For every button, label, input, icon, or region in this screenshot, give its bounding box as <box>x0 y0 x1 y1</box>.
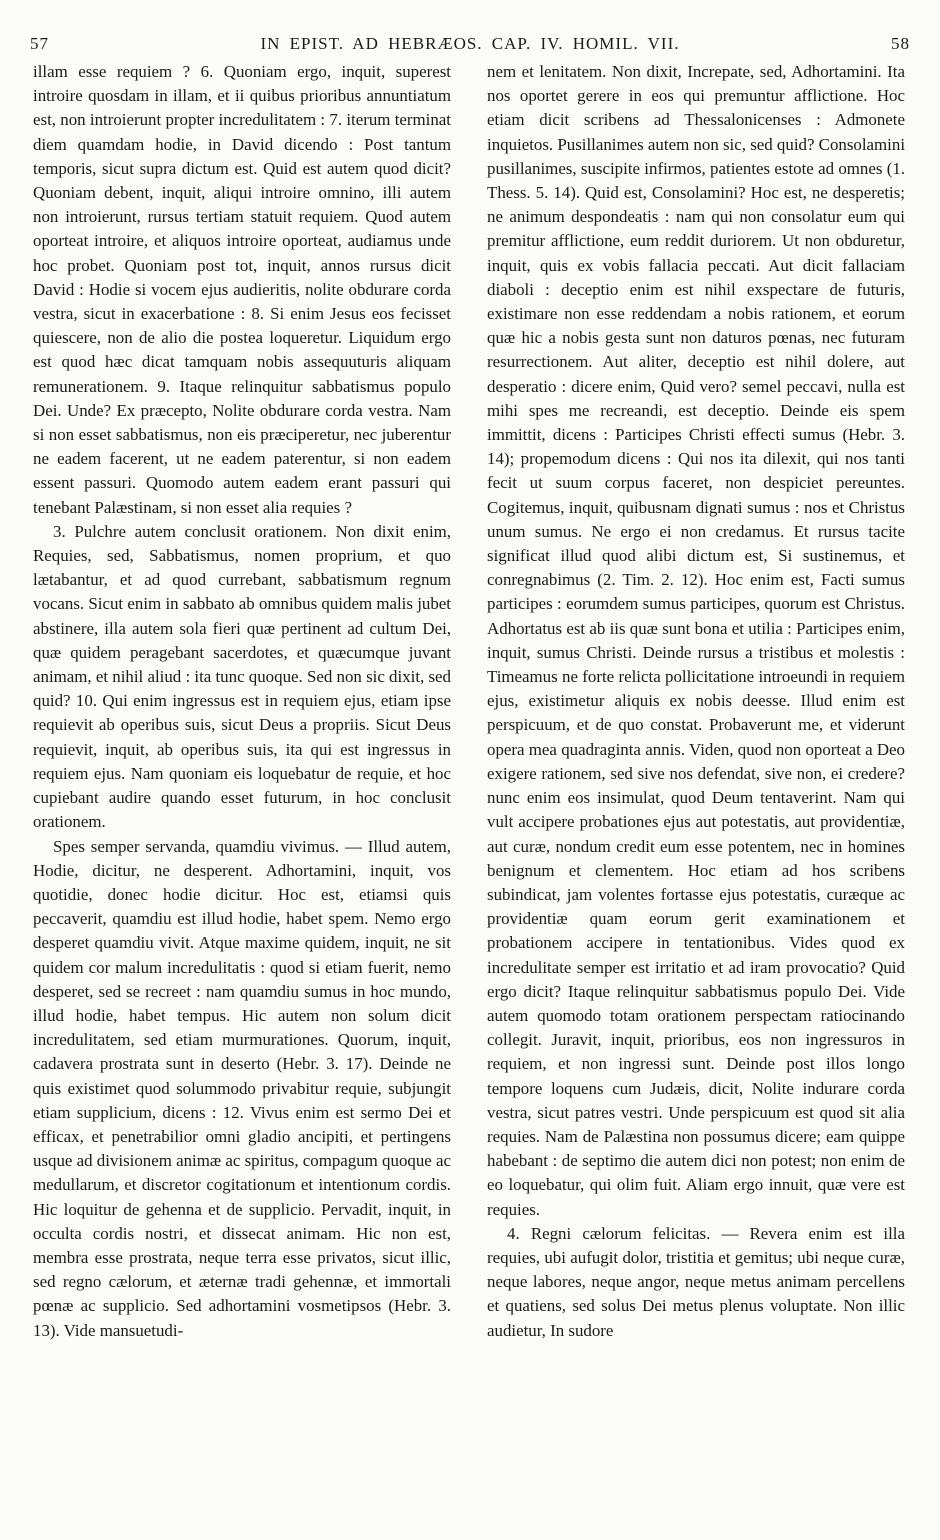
paragraph: 3. Pulchre autem conclusit orationem. Non dixit enim, Requies, sed, Sabbatismus, nomen proprium, et quo lætabantur, et ad quod currebant, sabbatismum regnum vocans. Sicut enim in sabbato ab omnibus quidem malis jubet abstinere, illa autem sola fieri quæ pertinent ad cultum Dei, quæ quidem peragebant sacerdotes, et quæcumque juvant animam, et nihil aliud : ita tunc quoque. Sed non sic dixit, sed quid? 10. Qui enim ingressus est in requiem ejus, etiam ipse requievit ab operibus suis, sicut Deus a propriis. Sicut Deus requievit, inquit, ab operibus suis, ita qui est ingressus in requiem ejus. Nam quoniam eis loquebatur de requie, et hoc cupiebant audire quando esset futurum, in hoc conclusit orationem. <box>33 521 451 832</box>
left-column <box>33 60 451 1525</box>
page-number-left: 57 <box>30 34 49 53</box>
page-number-right: 58 <box>891 34 910 53</box>
paragraph: illam esse requiem ? 6. Quoniam ergo, inquit, superest introire quosdam in illam, et ii quibus prioribus annuntiatum est, non introierunt propter incredulitatem : 7. iterum terminat diem quamdam hodie, in David dicendo : Post tantum temporis, sicut supra dictum est. Quid est autem quod dicit? Quoniam debent, inquit, aliqui introire omnino, illi autem non introierunt, rursus tertiam statuit requiem. Quod autem oporteat introire, et aliquos introire oporteat, audiamus unde hoc probet. Quoniam post tot, inquit, annos rursus dicit David : Hodie si vocem ejus audieritis, nolite obdurare corda vestra, sicut in exacerbatione : 8. Si enim Jesus eos fecisset quiescere, non de alio die postea loqueretur. Liquidum ergo est quod hæc dicat tamquam nobis assequuturis aliquam remunerationem. 9. Itaque relinquitur sabbatismus populo Dei. Unde? Ex præcepto, Nolite obdurare corda vestra. Nam si non esset sabbatismus, non eis præciperetur, nec juberentur ne eadem facerent, ut ne eadem paterentur, si non eadem essent passuri. Quomodo autem eadem erant passuri qui tenebant Palæstinam, si non esset alia requies ? <box>33 62 451 517</box>
right-column <box>487 60 905 1525</box>
paragraph: 4. Regni cælorum felicitas. — Revera enim est illa requies, ubi aufugit dolor, tristitia et gemitus; ubi neque curæ, neque labores, neque angor, neque metus animam percellens et quatiens, sed solus Dei metus plenus voluptate. Non illic audietur, In sudore <box>487 1223 905 1340</box>
running-title: IN EPIST. AD HEBRÆOS. CAP. IV. HOMIL. VII. <box>260 34 680 53</box>
running-header <box>30 30 910 58</box>
paragraph: nem et lenitatem. Non dixit, Increpate, sed, Adhortamini. Ita nos oportet gerere in eos qui premuntur afflictione. Hoc etiam dicit scribens ad Thessalonicenses : Admonete inquietos. Pusillanimes autem non sic, sed quid? Consolamini pusillanimes, suscipite infirmos, patientes estote ad omnes (1. Thess. 5. 14). Quid est, Consolamini? Hoc est, ne desperetis; ne animum despondeatis : nam qui non consolatur eum qui premitur afflictione, eum reddit duriorem. Ut non obduretur, inquit, quis ex vobis fallacia peccati. Aut dicit fallaciam diaboli : deceptio enim est nihil exspectare de futuris, existimare non esse reddendam a nobis rationem, et eorum quæ hic a nobis gesta sunt non daturos pœnas, nec futuram resurrectionem. Aut aliter, deceptio est nihil dolere, aut desperatio : dicere enim, Quid vero? semel peccavi, nulla est mihi spes me recreandi, est deceptio. Deinde eis spem immittit, dicens : Participes Christi effecti sumus (Hebr. 3. 14); propemodum dicens : Qui nos ita dilexit, qui nos tanti fecit ut suum corpus faceret, non despiciet pereuntes. Cogitemus, inquit, quibusnam dignati sumus : nos et Christus unum sumus. Ne ergo ei non credamus. Et rursus tacite significat illud quod alibi dictum est, Si sustinemus, et conregnabimus (2. Tim. 2. 12). Hoc enim est, Facti sumus participes : eorumdem sumus participes, quorum est Christus. Adhortatus est ab iis quæ sunt bona et utilia : Participes enim, inquit, sumus Christi. Deinde rursus a tristibus et molestis : Timeamus ne forte relicta pollicitatione introeundi in requiem ejus, existimetur aliquis ex nobis deesse. Illud enim est perspicuum, et de quo constat. Probaverunt me, et viderunt opera mea quadraginta annis. Viden, quod non oporteat a Deo exigere rationem, sed sive nos defendat, sive non, ei credere? nunc enim eos insimulat, quod Deum tentaverint. Nam qui vult accipere probationes ejus aut potestatis, aut providentiæ, aut curæ, nondum credit eum esse potentem, nec in homines benignum et clementem. Hoc etiam ad hos scribens subindicat, jam volentes fortasse ejus potestatis, curæque ac providentiæ quam eorum gerit examinationem et probationem accipere in tentationibus. Vides quod ex incredulitate semper est irritatio et ad iram provocatio? Quid ergo dicit? Itaque relinquitur sabbatismus populo Dei. Vide autem quomodo totam orationem perspectam ratiocinando collegit. Juravit, inquit, prioribus, eos non ingressuros in requiem, et non ingressi sunt. Deinde post illos longo tempore loquens cum Judæis, dicit, Nolite indurare corda vestra, sicut patres vestri. Unde perspicuum est quod sit alia requies. Nam de Palæstina non possumus dicere; eam quippe habebant : de septimo die autem dici non potest; non enim de eo loquebatur, qui olim fuit. Aliam ergo innuit, quæ vere est requies. <box>487 62 905 1219</box>
paragraph: Spes semper servanda, quamdiu vivimus. — Illud autem, Hodie, dicitur, ne desperent. Adhortamini, inquit, vos quotidie, donec hodie dicitur. Hoc est, etiamsi quis peccaverit, quamdiu est illud hodie, habet spem. Nemo ergo desperet quamdiu vivit. Atque maxime quidem, inquit, ne sit quidem cor malum incredulitatis : quod si etiam fuerit, nemo desperet, sed se recreet : nam quamdiu sumus in hoc mundo, illud hodie, habet tempus. Hic autem non solum dicit incredulitatem, sed etiam murmurationes. Quorum, inquit, cadavera prostrata sunt in deserto (Hebr. 3. 17). Deinde ne quis existimet quod solummodo privabitur requie, subjungit etiam supplicium, dicens : 12. Vivus enim est sermo Dei et efficax, et penetrabilior omni gladio ancipiti, et pertingens usque ad divisionem animæ ac spiritus, compagum quoque ac medullarum, et discretor cogitationum et intentionum cordis. Hic loquitur de gehenna et de supplicio. Pervadit, inquit, in occulta cordis nostri, et dissecat animam. Hic non est, membra esse prostrata, neque terra esse privatos, sicut illic, sed regno cælorum, et æternæ tradi gehennæ, et immortali pœnæ ac supplicio. Sed adhortamini vosmetipsos (Hebr. 3. 13). Vide mansuetudi- <box>33 836 451 1340</box>
